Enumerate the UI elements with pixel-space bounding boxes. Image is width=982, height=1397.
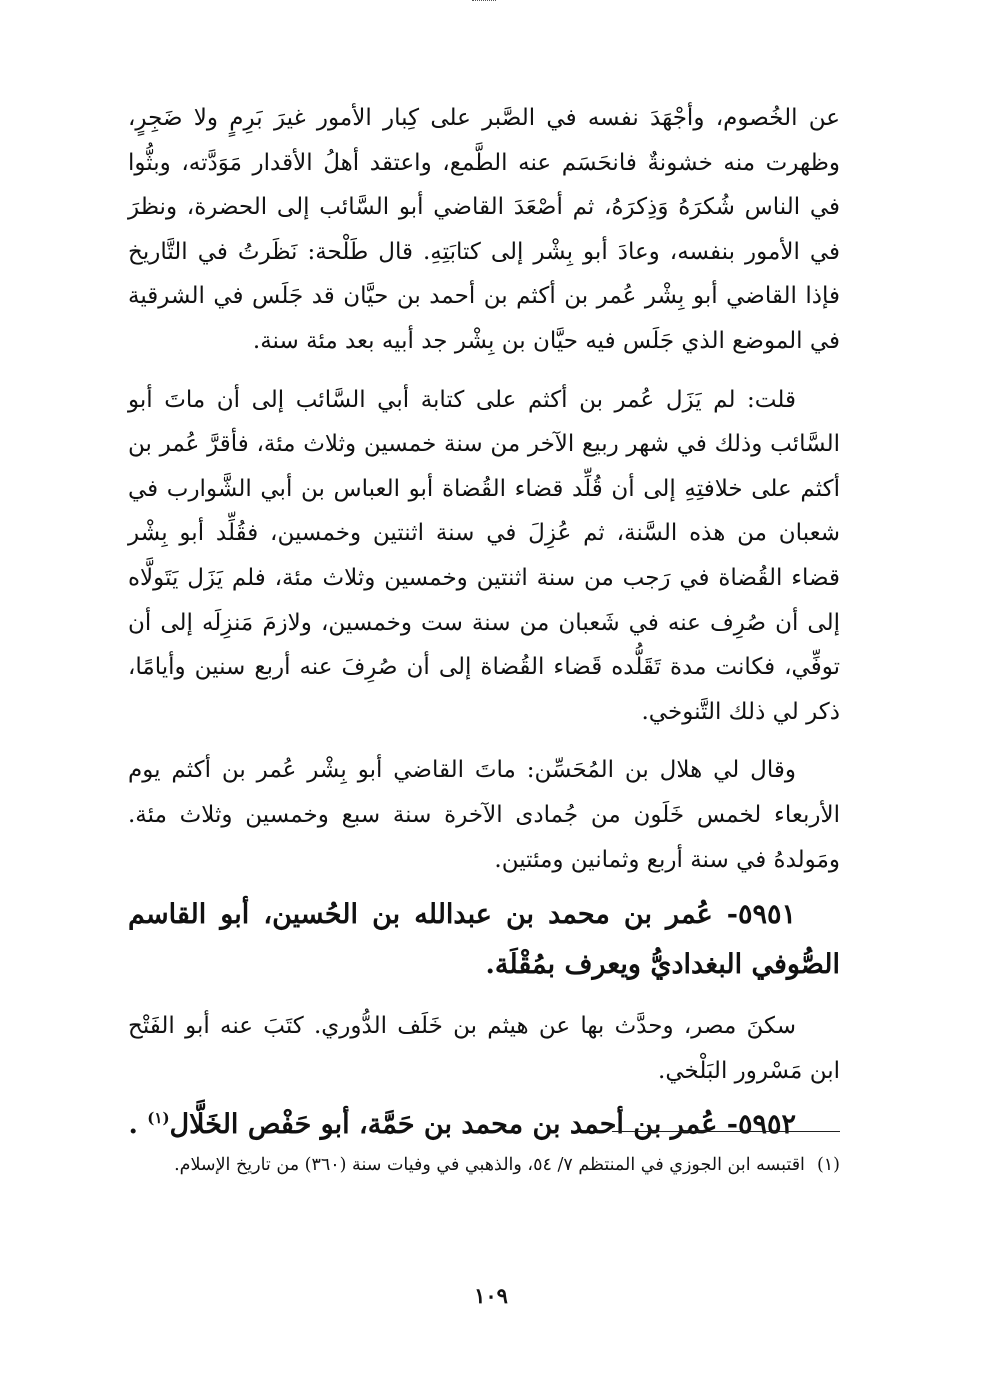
paragraph-continuation: عن الخُصوم، وأجْهَدَ نفسه في الصَّبر على كِبار الأمور غيرَ بَرِمٍ ولا ضَجِرٍ، وظهرت منه خشونةٌ فانحَسَم عنه الطَّمع، واعتقد أهلُ الأقدار مَوَدَّته، وبثُّوا في الناس شُكرَهُ وَذِكرَهُ، ثم أصْعَدَ القاضي أبو السَّائب إلى الحضرة، ونظرَ في الأمور بنفسه، وعادَ أبو بِشْر إلى كتابَتِهِ. قال طَلْحة: نَظَرتُ في التَّاريخ فإذا القاضي أبو بِشْر عُمر بن أكثم بن أحمد بن حيَّان قد جَلَس في الشرقية في الموضع الذي جَلَس فيه حيَّان بن بِشْر جد أبيه بعد مئة سنة. — [128, 105, 840, 354]
top-divider-mark — [472, 0, 496, 7]
footnote — [128, 1148, 840, 1182]
entry-heading-5952-end: . — [128, 1109, 138, 1141]
footnote-marker: (١) — [147, 1109, 170, 1128]
footnote-divider — [612, 1131, 840, 1132]
page-body — [128, 96, 840, 1150]
footnote-text: اقتبسه ابن الجوزي في المنتظم ٧/ ٥٤، والذهبي في وفيات سنة (٣٦٠) من تاريخ الإسلام. — [174, 1155, 805, 1175]
footnote-number: (١) — [816, 1155, 840, 1175]
entry-heading-5951: ٥٩٥١- عُمر بن محمد بن عبدالله بن الحُسين، أبو القاسم الصُّوفي البغداديُّ ويعرف بمُقْلَة. — [128, 899, 840, 981]
page-number: ١٠٩ — [474, 1283, 508, 1308]
paragraph-note: قلت: لم يَزَل عُمر بن أكثم على كتابة أبي السَّائب إلى أن ماتَ أبو السَّائب وذلك في شهر ربيع الآخر من سنة خمسين وثلاث مئة، فأقرَّ عُمر بن أكثم على خلافتِهِ إلى أن قُلِّد قضاء القُضاة أبو العباس بن أبي الشَّوارب في شعبان من هذه السَّنة، ثم عُزِلَ في سنة اثنتين وخمسين، فقُلِّد أبو بِشْر قضاء القُضاة في رَجب من سنة اثنتين وخمسين وثلاث مئة، فلم يَزَل يَتَولَّاه إلى أن صُرِف عنه في شَعبان من سنة ست وخمسين، ولازمَ مَنزِلَه إلى أن توفِّي، فكانت مدة تَقَلُّده قَضاء القُضاة إلى أن صُرِفَ عنه أربع سنين وأيامًا، ذكر لي ذلك التَّنوخي. — [128, 386, 840, 725]
entry-heading-5952-text: ٥٩٥٢- عُمر بن أحمد بن محمد بن حَمَّة، أبو حَفْص الخَلَّال — [169, 1109, 796, 1141]
paragraph-entry-5951: سكنَ مصر، وحدَّث بها عن هيثم بن خَلَف الدُّوري. كتَبَ عنه أبو الفَتْح ابن مَسْرور البَلْخي. — [128, 1013, 840, 1084]
paragraph-death-date: وقال لي هلال بن المُحَسِّن: ماتَ القاضي أبو بِشْر عُمر بن أكثم يوم الأربعاء لخمس خَلَون من جُمادى الآخرة سنة سبع وخمسين وثلاث مئة. ومَولدهُ في سنة أربع وثمانين ومئتين. — [128, 757, 840, 873]
entry-heading-5952 — [128, 1093, 840, 1150]
